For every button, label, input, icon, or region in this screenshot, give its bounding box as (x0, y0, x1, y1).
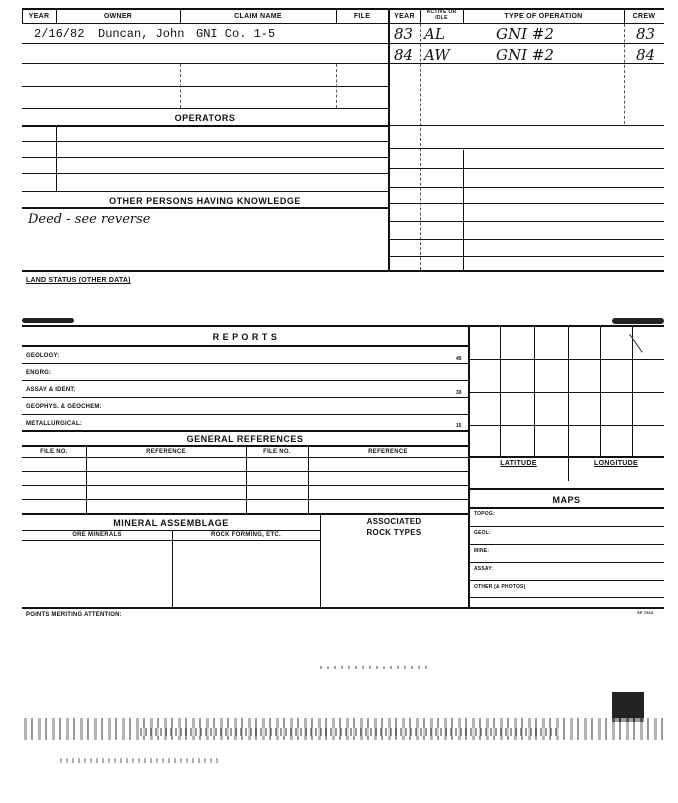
points-meriting-attention: POINTS MERITING ATTENTION: (26, 612, 122, 618)
op-row-1-crew: 83 (636, 25, 656, 43)
op-row-2-type: GNI #2 (496, 46, 554, 64)
claim-name: GNI Co. 1-5 (196, 27, 276, 41)
report-engrg: ENGRG: (26, 370, 52, 376)
general-references-title: GENERAL REFERENCES (186, 434, 304, 444)
ref-file-no-2: FILE NO. (263, 449, 291, 455)
ref-reference: REFERENCE (146, 449, 186, 455)
latitude-label: LATITUDE (500, 460, 537, 467)
maps-mine: MINE: (474, 548, 490, 554)
longitude-label: LONGITUDE (594, 460, 638, 467)
other-persons-title: OTHER PERSONS HAVING KNOWLEDGE (109, 196, 301, 206)
header-type-of-operation: TYPE OF OPERATION (504, 13, 583, 20)
header-year: YEAR (28, 13, 50, 20)
maps-other: OTHER (& PHOTOS) (474, 584, 526, 590)
op-row-2-status: AW (424, 46, 450, 64)
op-row-1-type: GNI #2 (496, 25, 554, 43)
reports-title: R E P O R T S (212, 332, 278, 342)
header-claim-name: CLAIM NAME (234, 13, 282, 20)
mark-30: 30 (456, 390, 462, 396)
owner-date: 2/16/82 (34, 27, 85, 41)
mark-45: 45 (456, 356, 462, 362)
maps-geol: GEOL: (474, 530, 491, 536)
rock-forming: ROCK FORMING, ETC. (210, 532, 282, 538)
other-persons-note: Deed - see reverse (28, 212, 151, 227)
ref-reference-2: REFERENCE (368, 449, 408, 455)
report-geology: GEOLOGY: (26, 353, 60, 359)
ore-minerals: ORE MINERALS (72, 532, 122, 538)
ref-file-no: FILE NO. (40, 449, 68, 455)
land-status-label: LAND STATUS (OTHER DATA) (26, 277, 131, 284)
op-row-1-status: AL (424, 25, 445, 43)
operators-title: OPERATORS (174, 113, 236, 123)
mark-15: 15 (456, 423, 462, 429)
rock-types-label: ROCK TYPES (366, 528, 422, 537)
header-year-2: YEAR (394, 13, 415, 20)
header-owner: OWNER (103, 13, 133, 20)
op-row-2-year: 84 (394, 46, 414, 64)
maps-title: MAPS (552, 495, 581, 505)
associated-label: ASSOCIATED (366, 517, 422, 526)
report-geophys: GEOPHYS. & GEOCHEM: (26, 404, 102, 410)
report-metallurgical: METALLURGICAL: (26, 421, 83, 427)
owner-name: Duncan, John (98, 27, 185, 41)
header-file: FILE (353, 13, 371, 20)
form-code: SF 7916 (637, 610, 654, 615)
mineral-assemblage-title: MINERAL ASSEMBLAGE (113, 518, 229, 528)
header-active-idle: ACTIVE OR IDLE (426, 9, 457, 21)
header-crew: CREW (632, 13, 656, 20)
maps-topog: TOPOG: (474, 511, 495, 517)
report-assay: ASSAY & IDENT: (26, 387, 76, 393)
maps-assay: ASSAY: (474, 566, 494, 572)
op-row-1-year: 83 (394, 25, 414, 43)
op-row-2-crew: 84 (636, 46, 656, 64)
